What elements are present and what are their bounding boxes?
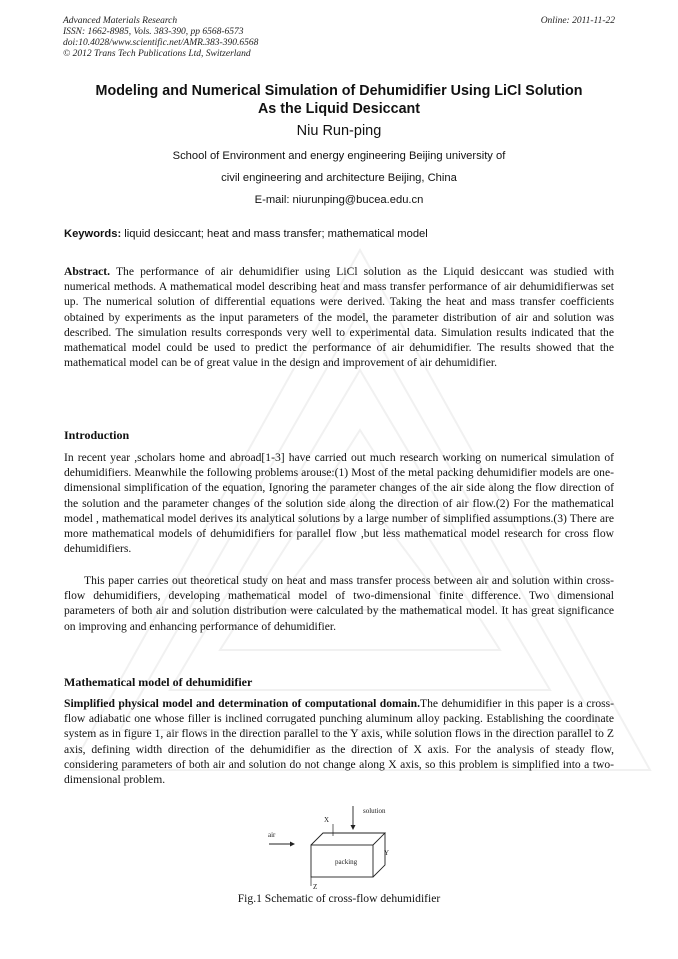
author-email: E-mail: niurunping@bucea.edu.cn [254, 194, 424, 206]
model-paragraph-1 [64, 696, 614, 787]
figure-caption: Fig.1 Schematic of cross-flow dehumidifier [237, 892, 441, 905]
section-heading-introduction: Introduction [64, 428, 130, 442]
label-x: X [324, 816, 330, 824]
intro-paragraph-2 [64, 573, 614, 634]
abstract-text: The performance of air dehumidifier using LiCl solution as the Liquid desiccant was studied with numerical methods. A mathematical model describing heat and mass transfer performance of air dehumidifierwas set up. The numerical solution of differential equations were derived. Taking the heat and mass transfer coefficients obtained by experiments as the input parameters of the model, the parameter distribution of air and solution was described. The simulation results corresponds very well to experimental data. Simulation results indicated that the mathematical model could be used to predict the performance of air dehumidifier. The results showed that the mathematical model can be of great value in the design and improvement of air dehumidifier. [64, 265, 614, 370]
keywords [64, 228, 428, 240]
label-solution: solution [363, 807, 386, 815]
label-packing: packing [335, 858, 358, 866]
author-name: Niu Run-ping [296, 123, 382, 139]
model-subheading: Simplified physical model and determination of computational domain. [64, 697, 421, 710]
abstract [64, 264, 614, 370]
keywords-text: liquid desiccant; heat and mass transfer; mathematical model [121, 228, 428, 240]
air-arrowhead [290, 842, 295, 847]
title-line-1: Modeling and Numerical Simulation of Dehumidifier Using LiCl Solution [95, 83, 583, 99]
solution-arrowhead [351, 825, 356, 830]
figure-1-schematic [255, 800, 425, 895]
intro-paragraph-2-text: This paper carries out theoretical study on heat and mass transfer process between air and solution within cross-flow dehumidifiers, developing mathematical model of two-dimensional finite difference. Two dimensional parameters of both air and solution distribution were calculated by the mathematical model. It has great significance on improving and enhancing performance of dehumidifier. [64, 574, 614, 633]
doi-line: doi:10.4028/www.scientific.net/AMR.383-390.6568 [63, 38, 259, 48]
label-air: air [268, 831, 276, 839]
section-heading-model: Mathematical model of dehumidifier [64, 675, 253, 689]
copyright-line: © 2012 Trans Tech Publications Ltd, Switzerland [63, 49, 251, 59]
affiliation-line-2: civil engineering and architecture Beijing, China [221, 172, 457, 184]
title-line-2: As the Liquid Desiccant [257, 101, 421, 117]
paper-title [40, 82, 638, 118]
keywords-label: Keywords: [64, 228, 122, 240]
abstract-label: Abstract. [64, 265, 111, 278]
label-z: Z [313, 883, 318, 891]
packing-box [311, 833, 385, 877]
intro-paragraph-1: In recent year ,scholars home and abroad[1-3] have carried out much research working on numerical simulation of dehumidifiers. Meanwhile the following problems arouse:(1) Most of the metal packing dehumidifier models are one-dimensional simplification of the equation, Ignoring the parameter changes of the air side along the flow direction of the solution and the parameter changes of the solution side along the direction of air flow.(2) For the mathematical model , mathematical model derives its analytical solutions by a large number of simplified assumptions.(3) There are more mathematical models of dehumidifiers for parallel flow ,but less mathematical model research for cross flow dehumidifiers. [64, 451, 614, 556]
label-y: Y [384, 849, 390, 857]
issn-line: ISSN: 1662-8985, Vols. 383-390, pp 6568-6573 [63, 27, 244, 37]
journal-name: Advanced Materials Research [63, 16, 178, 26]
online-date: Online: 2011-11-22 [540, 16, 615, 26]
journal-header [63, 16, 258, 60]
affiliation-line-1: School of Environment and energy engineering Beijing university of [172, 150, 506, 162]
model-paragraph-text: The dehumidifier in this paper is a cross-flow adiabatic one whose filler is inclined corrugated punching aluminum alloy packing. Establishing the coordinate system as in figure 1, air flows in the direction parallel to the Y axis, while solution flows in the direction parallel to Z axis, defining width direction of the dehumidifier as the direction of X axis. For the analysis of steady flow, considering parameters of both air and solution do not change along X axis, so this problem is simplified into a two-dimensional problem. [64, 697, 615, 787]
